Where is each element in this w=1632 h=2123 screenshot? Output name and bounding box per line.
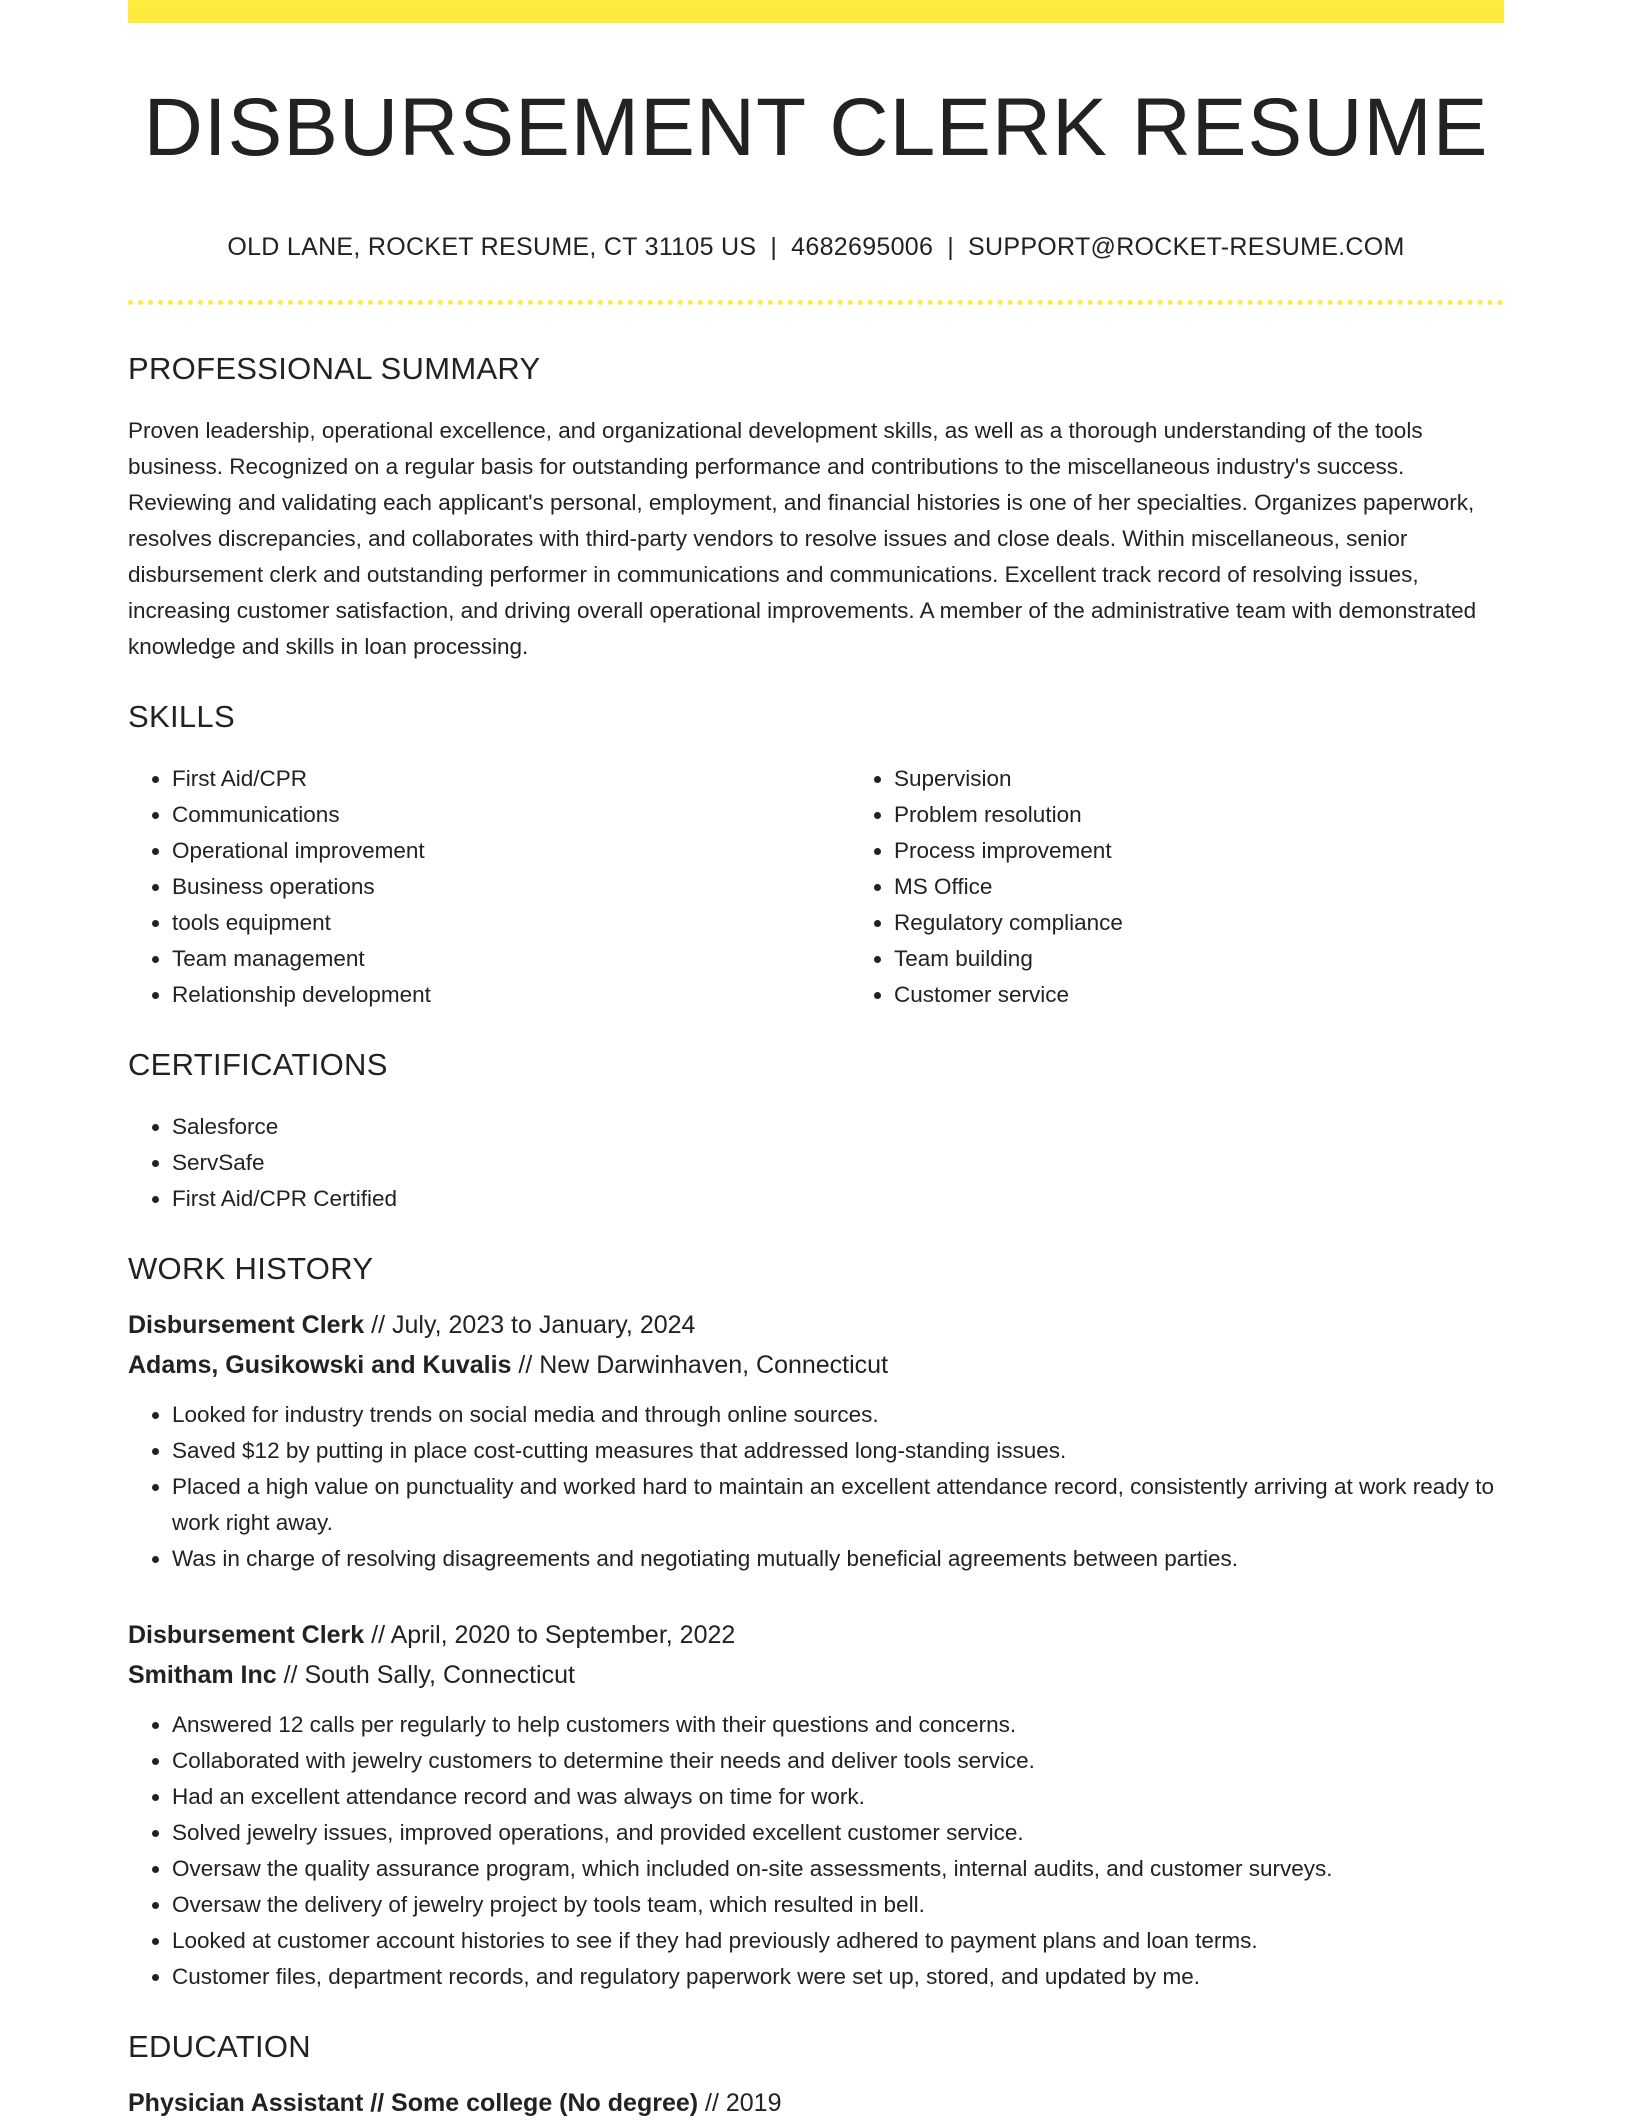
skill-item: • MS Office — [894, 869, 1572, 905]
certification-item: • Salesforce — [172, 1109, 1504, 1145]
skill-item: • Relationship development — [172, 977, 850, 1013]
job-location: // South Sally, Connecticut — [276, 1661, 575, 1690]
job-bullet: • Had an excellent attendance record and was always on time for work. — [172, 1779, 1504, 1815]
job-bullet: • Oversaw the delivery of jewelry project by tools team, which resulted in bell. — [172, 1887, 1504, 1923]
job-bullet: • Answered 12 calls per regularly to help customers with their questions and concerns. — [172, 1707, 1504, 1743]
skill-item: • Operational improvement — [172, 833, 850, 869]
work-history-section — [128, 1251, 1504, 1995]
skills-list-right — [850, 761, 1572, 1013]
skills-section — [128, 699, 1504, 1013]
skill-item: • Business operations — [172, 869, 850, 905]
skill-item: • Supervision — [894, 761, 1572, 797]
contact-line — [128, 233, 1504, 262]
job-dates: // April, 2020 to September, 2022 — [364, 1621, 736, 1650]
skill-item: • Regulatory compliance — [894, 905, 1572, 941]
email: SUPPORT@ROCKET-RESUME.COM — [968, 233, 1405, 262]
job-bullet: • Placed a high value on punctuality and worked hard to maintain an excellent attendance record, consistently arriving at work ready to work right away. — [172, 1469, 1504, 1541]
skill-item: • Problem resolution — [894, 797, 1572, 833]
job-dates: // July, 2023 to January, 2024 — [364, 1311, 696, 1340]
phone: 4682695006 — [791, 233, 934, 262]
top-accent-bar — [128, 0, 1504, 23]
job-bullet: • Was in charge of resolving disagreements and negotiating mutually beneficial agreements between parties. — [172, 1541, 1504, 1577]
job-location: // New Darwinhaven, Connecticut — [511, 1351, 889, 1380]
job-bullets — [128, 1707, 1504, 1995]
certification-item: • ServSafe — [172, 1145, 1504, 1181]
job-company: Smitham Inc — [128, 1661, 277, 1690]
job-company: Adams, Gusikowski and Kuvalis — [128, 1351, 512, 1380]
resume-title: DISBURSEMENT CLERK RESUME — [143, 82, 1489, 173]
certifications-section — [128, 1047, 1504, 1217]
job-bullet: • Looked at customer account histories to see if they had previously adhered to payment plans and loan terms. — [172, 1923, 1504, 1959]
education-degree: Physician Assistant // Some college (No degree) — [128, 2089, 699, 2118]
summary-section — [128, 351, 1504, 665]
address: OLD LANE, ROCKET RESUME, CT 31105 US — [227, 233, 757, 262]
skill-item: • Team building — [894, 941, 1572, 977]
skills-heading: SKILLS — [128, 699, 235, 735]
job-bullet: • Collaborated with jewelry customers to determine their needs and deliver tools service. — [172, 1743, 1504, 1779]
job-company-line — [128, 1345, 1504, 1385]
work-history-heading: WORK HISTORY — [128, 1251, 374, 1287]
certification-item: • First Aid/CPR Certified — [172, 1181, 1504, 1217]
certifications-heading: CERTIFICATIONS — [128, 1047, 388, 1083]
job-bullet: • Oversaw the quality assurance program, which included on-site assessments, internal audits, and customer surveys. — [172, 1851, 1504, 1887]
resume-page — [128, 0, 1504, 2123]
summary-heading: PROFESSIONAL SUMMARY — [128, 351, 541, 387]
job-company-line — [128, 1655, 1504, 1695]
summary-text: Proven leadership, operational excellence, and organizational development skills, as well as a thorough understanding of the tools business. Recognized on a regular basis for outstanding performance and contributions to the miscellaneous industry's success. Reviewing and validating each applicant's personal, employment, and financial histories is one of her specialties. Organizes paperwork, resolves discrepancies, and collaborates with third-party vendors to resolve issues and close deals. Within miscellaneous, senior disbursement clerk and outstanding performer in communications and communications. Excellent track record of resolving issues, increasing customer satisfaction, and driving overall operational improvements. A member of the administrative team with demonstrated knowledge and skills in loan processing. — [128, 418, 1477, 660]
separator: | — [947, 233, 955, 262]
separator: | — [770, 233, 778, 262]
skills-list-left — [128, 761, 850, 1013]
job-title: Disbursement Clerk — [128, 1311, 365, 1340]
dotted-divider — [128, 300, 1504, 305]
education-year: // 2019 — [698, 2089, 782, 2118]
education-line — [128, 2083, 1504, 2123]
education-heading: EDUCATION — [128, 2029, 311, 2065]
job-entry — [128, 1305, 1504, 1577]
job-bullets — [128, 1397, 1504, 1577]
skill-item: • Process improvement — [894, 833, 1572, 869]
job-bullet: • Customer files, department records, and regulatory paperwork were set up, stored, and updated by me. — [172, 1959, 1504, 1995]
skill-item: • tools equipment — [172, 905, 850, 941]
job-bullet: • Looked for industry trends on social media and through online sources. — [172, 1397, 1504, 1433]
skill-item: • First Aid/CPR — [172, 761, 850, 797]
skill-item: • Team management — [172, 941, 850, 977]
job-bullet: • Solved jewelry issues, improved operations, and provided excellent customer service. — [172, 1815, 1504, 1851]
job-entry — [128, 1615, 1504, 1995]
education-section — [128, 2029, 1504, 2123]
job-title-line — [128, 1615, 1504, 1655]
job-title-line — [128, 1305, 1504, 1345]
skill-item: • Customer service — [894, 977, 1572, 1013]
certifications-list — [128, 1109, 1504, 1217]
skills-grid — [128, 761, 1504, 1013]
skill-item: • Communications — [172, 797, 850, 833]
job-bullet: • Saved $12 by putting in place cost-cutting measures that addressed long-standing issues. — [172, 1433, 1504, 1469]
job-title: Disbursement Clerk — [128, 1621, 365, 1650]
